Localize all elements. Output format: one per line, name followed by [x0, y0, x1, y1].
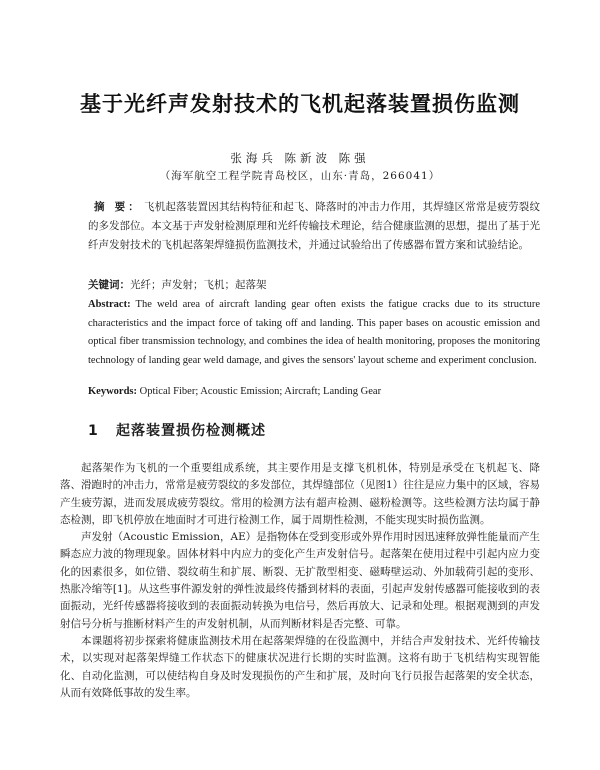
keywords-english-label: Keywords: — [88, 386, 137, 397]
abstract-chinese-text: 飞机起落装置因其结构特征和起飞、降落时的冲击力作用，其焊缝区常常是疲劳裂纹的多发部位。本文基于声发射检测原理和光纤传输技术理论，结合健康监测的思想，提出了基于光纤声发射技术的飞机起落架焊缝损伤监测技术，并通过试验给出了传感器布置方案和试验结论。 — [88, 201, 541, 251]
paragraph-1: 起落架作为飞机的一个重要组成系统，其主要作用是支撑飞机机体，特别是承受在飞机起飞、降落、滑跑时的冲击力，常常是疲劳裂纹的多发部位，其焊缝部位（见图1）往往是应力集中的区域，容易产生疲劳源，进而发展成疲劳裂纹。常用的检测方法有超声检测、磁粉检测等。这些检测方法均属于静态检测，即飞机停放在地面时才可进行检测工作，属于周期性检测，不能实现实时损伤监测。 — [60, 462, 540, 526]
section-number: 1 — [88, 423, 99, 439]
author-list: 张海兵 陈新波 陈强 — [230, 151, 370, 165]
body-text — [60, 460, 540, 702]
abstract-english-text: The weld area of aircraft landing gear often exists the fatigue cracks due to its structure characteristics and the impact force of taking off and landing. This paper bases on acoustic emission and optical fiber transmission technology, and combines the idea of health monitoring, proposes the monitoring technology of landing gear weld damage, and gives the sensors' layout scheme and experiment conclusion. — [88, 299, 540, 366]
abstract-english — [88, 296, 540, 370]
paper-title: 基于光纤声发射技术的飞机起落装置损伤监测 — [80, 92, 520, 116]
keywords-english — [88, 383, 540, 400]
abstract-english-label: Abstract: — [88, 299, 131, 310]
section-title: 起落装置损伤检测概述 — [116, 423, 266, 439]
section-heading — [88, 420, 540, 440]
paragraph-2: 声发射（Acoustic Emission，AE）是指物体在受到变形或外界作用时因迅速释放弹性能量而产生瞬态应力波的物理现象。固体材料中内应力的变化产生声发射信号。起落架在使用过程中引起内应力变化的因素很多，如位错、裂纹萌生和扩展、断裂、无扩散型相变、磁畴壁运动、外加载荷引起的变形、热胀冷缩等[1]。从这些事件源发射的弹性波最终传播到材料的表面，引起声发射传感器可能接收到的表面振动，光纤传感器将接收到的表面振动转换为电信号，然后再放大、记录和处理。根据观测到的声发射信号分析与推断材料产生的声发射机制，从而判断材料是否完整、可靠。 — [60, 531, 540, 630]
abstract-chinese-label: 摘 要： — [94, 201, 142, 213]
keywords-english-text: Optical Fiber; Acoustic Emission; Aircraft; Landing Gear — [137, 386, 382, 397]
keywords-chinese — [88, 277, 540, 294]
author-affiliation: （海军航空工程学院青岛校区，山东·青岛，266041） — [159, 170, 441, 182]
paragraph-3: 本课题将初步探索将健康监测技术用在起落架焊缝的在役监测中，并结合声发射技术、光纤传输技术，以实现对起落架焊缝工作状态下的健康状况进行长期的实时监测。这将有助于飞机结构实现智能化、自动化监测，可以使结构自身及时发现损伤的产生和扩展，及时向飞行员报告起落架的安全状态，从而有效降低事故的发生率。 — [60, 634, 540, 699]
abstract-chinese — [88, 198, 540, 255]
keywords-chinese-text: 光纤；声发射；飞机；起落架 — [130, 279, 267, 291]
keywords-chinese-label: 关键词： — [88, 279, 130, 291]
